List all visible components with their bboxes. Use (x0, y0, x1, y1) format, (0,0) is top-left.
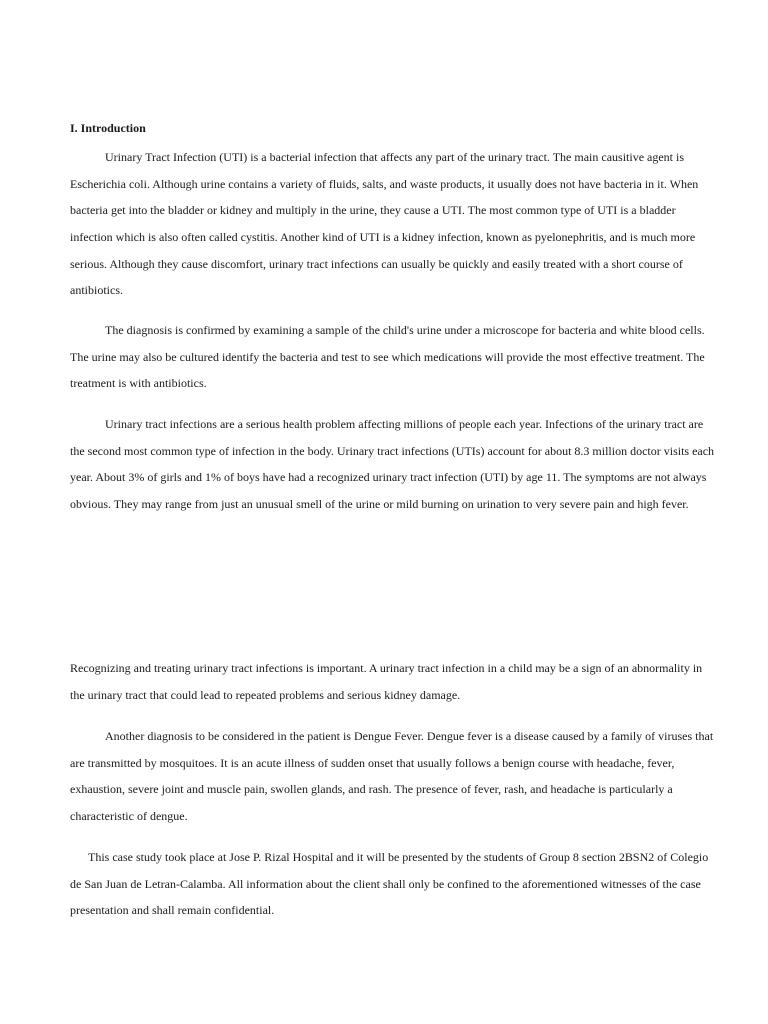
section-heading: I. Introduction (70, 121, 146, 135)
text-line: de San Juan de Letran-Calamba. All information about the client shall only be confined to the aforementioned witnesses of the case (70, 876, 701, 891)
text-line: antibiotics. (70, 283, 123, 298)
paragraph-uti-definition (70, 144, 730, 304)
text-line: serious. Although they cause discomfort, urinary tract infections can usually be quickly and easily treated with a short course of (70, 256, 683, 271)
paragraph-prevalence (70, 411, 730, 518)
text-line: Escherichia coli. Although urine contains a variety of fluids, salts, and waste products, it usually does not have bacteria in it. When (70, 176, 699, 191)
text-line: Urinary tract infections are a serious health problem affecting millions of people each year. Infections of the urinary tract are (105, 417, 704, 431)
text-line: treatment is with antibiotics. (70, 376, 207, 391)
text-line: are transmitted by mosquitoes. It is an acute illness of sudden onset that usually follows a benign course with headache, fever, (70, 755, 675, 770)
paragraph-diagnosis (70, 317, 730, 397)
text-line: obvious. They may range from just an unusual smell of the urine or mild burning on urination to very severe pain and high fever. (70, 497, 689, 512)
text-line: characteristic of dengue. (70, 809, 188, 824)
text-line: the urinary tract that could lead to repeated problems and serious kidney damage. (70, 687, 461, 702)
paragraph-importance (70, 655, 730, 708)
text-line: presentation and shall remain confidential. (70, 903, 275, 918)
text-line: This case study took place at Jose P. Rizal Hospital and it will be presented by the students of Group 8 section 2BSN2 of Colegio (88, 850, 709, 864)
text-line: bacteria get into the bladder or kidney and multiply in the urine, they cause a UTI. The most common type of UTI is a bladder (70, 203, 676, 218)
paragraph-dengue (70, 723, 730, 830)
paragraph-case-study (70, 844, 730, 924)
text-line: Urinary Tract Infection (UTI) is a bacterial infection that affects any part of the urinary tract. The main causitive agent is (105, 150, 685, 164)
text-line: Another diagnosis to be considered in the patient is Dengue Fever. Dengue fever is a disease caused by a family of viruses that (105, 729, 714, 743)
text-line: The diagnosis is confirmed by examining a sample of the child's urine under a microscope for bacteria and white blood cells. (105, 323, 705, 337)
text-line: exhaustion, severe joint and muscle pain, swollen glands, and rash. The presence of fever, rash, and headache is particularly a (70, 782, 673, 797)
text-line: The urine may also be cultured identify the bacteria and test to see which medications will provide the most effective treatment. The (70, 349, 705, 364)
text-line: Recognizing and treating urinary tract infections is important. A urinary tract infection in a child may be a sign of an abnormality in (70, 661, 703, 675)
text-line: the second most common type of infection in the body. Urinary tract infections (UTIs) account for about 8.3 million doctor visits each (70, 443, 715, 458)
text-line: year. About 3% of girls and 1% of boys have had a recognized urinary tract infection (UTI) by age 11. The symptoms are not always (70, 470, 707, 485)
text-line: infection which is also often called cystitis. Another kind of UTI is a kidney infection, known as pyelonephritis, and is much more (70, 230, 696, 245)
